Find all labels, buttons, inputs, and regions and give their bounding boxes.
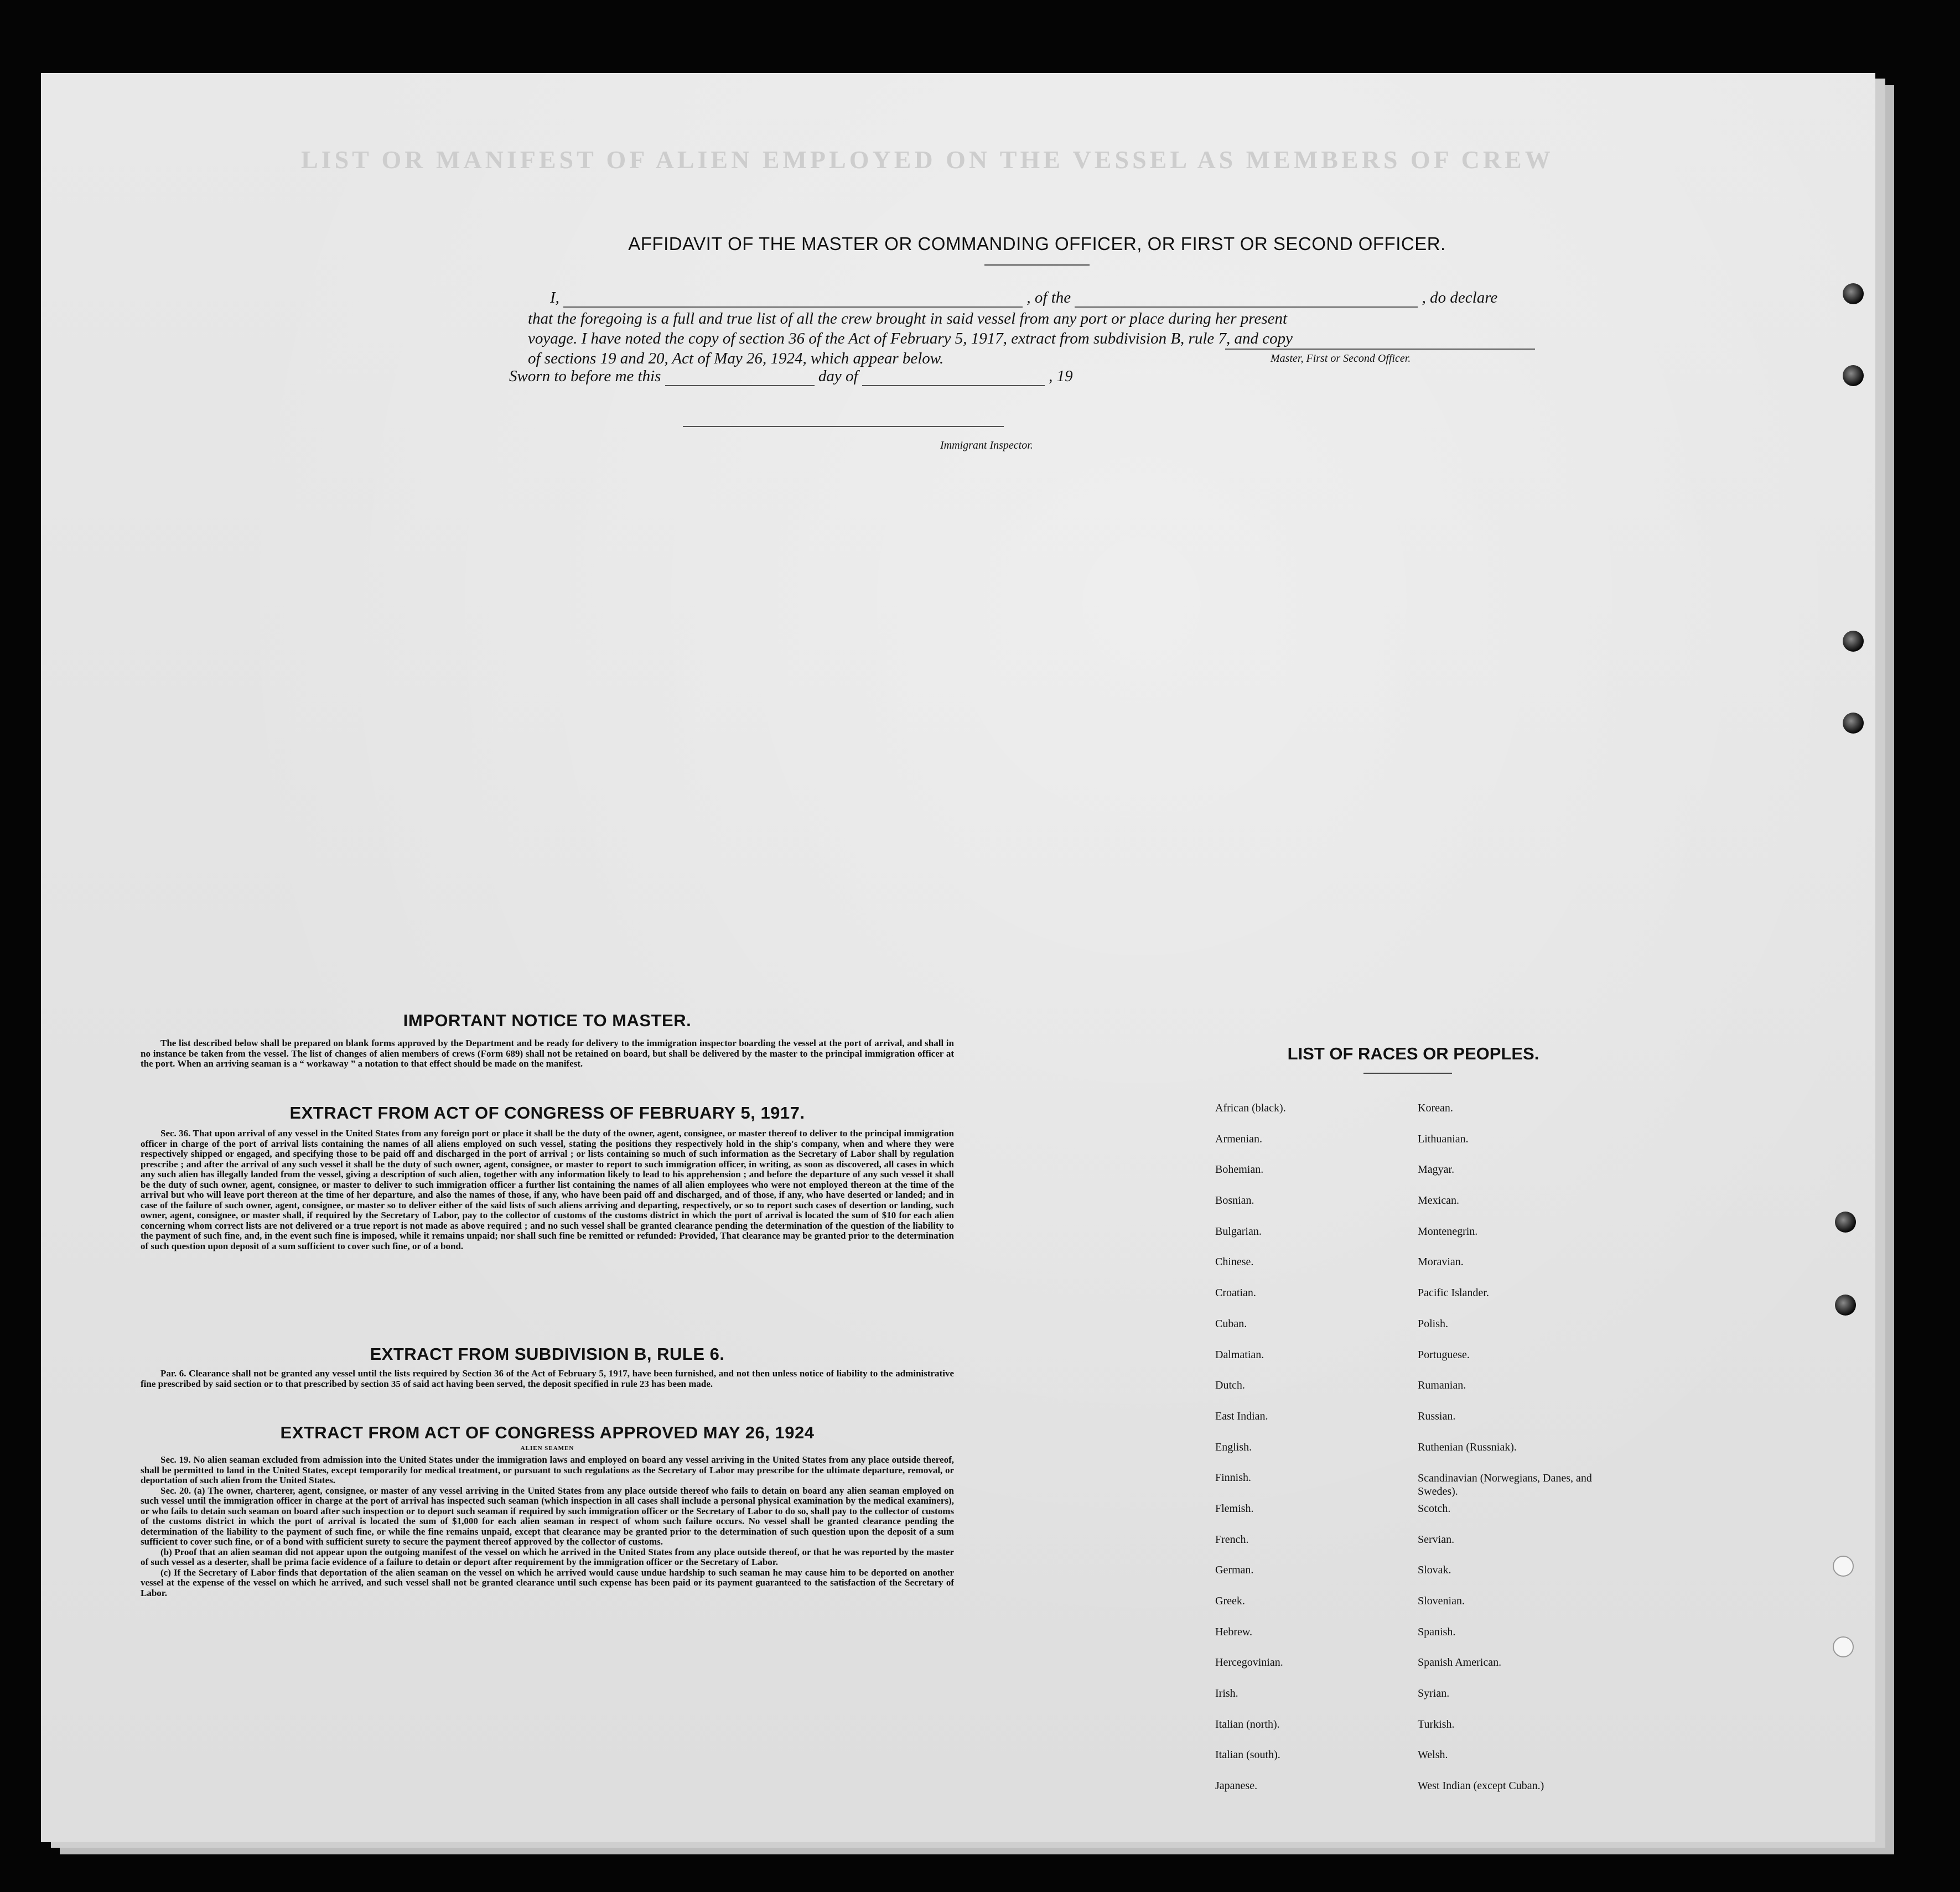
race-item: Spanish. (1418, 1625, 1456, 1638)
extract-1924-title: EXTRACT FROM ACT OF CONGRESS APPROVED MAY 26, 1924 (280, 1423, 815, 1442)
master-signature-line[interactable] (1225, 349, 1535, 350)
race-item: German. (1215, 1564, 1254, 1577)
race-item: Bosnian. (1215, 1194, 1254, 1207)
race-item: Slovak. (1418, 1564, 1451, 1577)
race-item: Spanish American. (1418, 1656, 1502, 1669)
punch-hole-icon (1843, 631, 1864, 652)
races-title-rule (1363, 1073, 1452, 1074)
race-item: Magyar. (1418, 1163, 1455, 1176)
races-list (1209, 1044, 1596, 1792)
of-the-label: , of the (1026, 289, 1071, 306)
vessel-name-field[interactable] (1075, 306, 1418, 308)
master-name-field[interactable] (563, 306, 1023, 308)
race-item: Rumanian. (1418, 1379, 1466, 1392)
race-item: Italian (north). (1215, 1718, 1280, 1730)
sec-20a-text: Sec. 20. (a) The owner, charterer, agent, consignee, or master of any vessel arriving in the United States from any place outside thereof who fails to detain on board any alien seaman employed on such vessel until the immigration officer in charge at the port of arrival has inspected such seaman (which inspection in all cases shall include a personal physical examination by the medical examiners), or who fails to detain such seaman on board after such inspection or to deport such seaman if required by such immigration officer or the Secretary of Labor to do so, shall pay to the collector of customs of the customs district in which the port of arrival is located the sum of $1,000 for each alien seaman in respect of whom such failure occurs. No vessel shall be granted clearance pending the determination of the liability to the payment of such fine, or while the fine remains unpaid, except that clearance may be granted prior to the determination of such question upon the deposit of a sum sufficient to cover such fine, or of a bond with sufficient surety to secure the payment thereof approved by the collector of customs. (141, 1485, 954, 1547)
race-item: Dalmatian. (1215, 1348, 1264, 1361)
races-right-column (1418, 1102, 1606, 1811)
bleed-through-title: LIST OR MANIFEST OF ALIEN EMPLOYED ON THE VESSEL AS MEMBERS OF CREW (301, 145, 1554, 174)
races-left-column (1215, 1102, 1286, 1811)
affidavit-body-2: voyage. I have noted the copy of section 36 of the Act of February 5, 1917, extract from subdivision B, rule 7, and copy (528, 330, 1293, 347)
race-item: Japanese. (1215, 1780, 1258, 1792)
extract-rule-6-text: Par. 6. Clearance shall not be granted any vessel until the lists required by Section 36 of the Act of February 5, 1917, have been furnished, and not then unless notice of liability to the administrative fine prescribed by said section or to that prescribed by section 35 of said act having been served, the deposit specified in rule 23 has been made. (141, 1368, 954, 1389)
day-of-label: day of (818, 367, 858, 385)
affidavit-body-3: of sections 19 and 20, Act of May 26, 1924, which appear below. (528, 350, 944, 367)
extract-rule-6 (141, 1344, 954, 1389)
race-item: Mexican. (1418, 1194, 1459, 1207)
notice-title: IMPORTANT NOTICE TO MASTER. (403, 1011, 692, 1030)
race-item: Syrian. (1418, 1687, 1450, 1700)
sworn-month-field[interactable] (862, 385, 1045, 386)
race-item: Portuguese. (1418, 1348, 1470, 1361)
race-item: Dutch. (1215, 1379, 1245, 1392)
race-item: Lithuanian. (1418, 1132, 1469, 1145)
race-item: Croatian. (1215, 1287, 1256, 1300)
i-label: I, (550, 289, 559, 306)
race-item: Polish. (1418, 1317, 1449, 1330)
race-item: Ruthenian (Russniak). (1418, 1441, 1517, 1453)
sec-19-text: Sec. 19. No alien seaman excluded from admission into the United States under the immigration laws and employed on board any vessel arriving in the United States from any place outside thereof, shall be permitted to land in the United States, except temporarily for medical treatment, or pursuant to such regulations as the Secretary of Labor may prescribe for the ultimate departure, removal, or deportation of such alien from the United States. (141, 1454, 954, 1485)
race-item: Moravian. (1418, 1256, 1464, 1269)
race-item: Hebrew. (1215, 1625, 1253, 1638)
punch-hole-icon (1843, 365, 1864, 386)
declaration-line (528, 288, 1546, 308)
races-title: LIST OF RACES OR PEOPLES. (1287, 1044, 1539, 1063)
race-item: Servian. (1418, 1533, 1455, 1546)
affidavit-body-1: that the foregoing is a full and true list of all the crew brought in said vessel from any port or place during her present (528, 310, 1288, 328)
extract-rule-6-title: EXTRACT FROM SUBDIVISION B, RULE 6. (370, 1344, 725, 1364)
race-item: Chinese. (1215, 1256, 1254, 1269)
race-item: Slovenian. (1418, 1595, 1465, 1607)
affidavit-title: AFFIDAVIT OF THE MASTER OR COMMANDING OFFICER, OR FIRST OR SECOND OFFICER. (628, 233, 1446, 254)
punch-hole-icon (1835, 1212, 1856, 1233)
race-item: Armenian. (1215, 1132, 1262, 1145)
race-item: Cuban. (1215, 1317, 1247, 1330)
punch-hole-icon (1843, 283, 1864, 304)
punch-hole-icon (1833, 1556, 1854, 1577)
extract-1924 (141, 1423, 954, 1598)
declare-label: , do declare (1422, 289, 1498, 306)
inspector-signature-line[interactable] (683, 426, 1004, 427)
race-item: Bohemian. (1215, 1163, 1264, 1176)
race-item: Turkish. (1418, 1718, 1455, 1730)
sec-20c-text: (c) If the Secretary of Labor finds that deportation of the alien seaman on the vessel on which he arrived would cause undue hardship to such seaman he may cause him to be deported on another vessel at the expense of the vessel on which he arrived, and such vessel shall not be granted clearance until such expense has been paid or its payment guaranteed to the satisfaction of the Secretary of Labor. (141, 1567, 954, 1598)
race-item: Montenegrin. (1418, 1225, 1478, 1238)
sec-20b-text: (b) Proof that an alien seaman did not appear upon the outgoing manifest of the vessel on which he arrived in the United States from any place outside thereof, or that he was reported by the master of such vessel as a deserter, shall be prima facie evidence of a failure to detain or deport after requirement by the immigration officer or the Secretary of Labor. (141, 1546, 954, 1567)
race-item: West Indian (except Cuban.) (1418, 1780, 1544, 1792)
punch-hole-icon (1843, 713, 1864, 734)
extract-1917-title: EXTRACT FROM ACT OF CONGRESS OF FEBRUARY 5, 1917. (289, 1103, 805, 1122)
race-item: Finnish. (1215, 1472, 1252, 1484)
race-item: Scandinavian (Norwegians, Danes, and Swedes). (1418, 1472, 1592, 1498)
sworn-line (509, 366, 1073, 386)
race-item: Welsh. (1418, 1749, 1448, 1761)
sworn-day-field[interactable] (665, 385, 815, 386)
inspector-caption: Immigrant Inspector. (940, 439, 1033, 451)
race-item: Scotch. (1418, 1502, 1451, 1515)
extract-1924-subtitle: ALIEN SEAMEN (520, 1445, 574, 1452)
race-item: Irish. (1215, 1687, 1238, 1700)
race-item: French. (1215, 1533, 1249, 1546)
race-item: Hercegovinian. (1215, 1656, 1283, 1669)
important-notice (141, 1011, 954, 1069)
punch-hole-icon (1835, 1295, 1856, 1316)
race-item: Korean. (1418, 1102, 1453, 1114)
race-item: East Indian. (1215, 1410, 1268, 1422)
punch-hole-icon (1833, 1636, 1854, 1657)
race-item: Russian. (1418, 1410, 1456, 1422)
race-item: Italian (south). (1215, 1749, 1280, 1761)
notice-text: The list described below shall be prepared on blank forms approved by the Department and be ready for delivery to the immigration inspector boarding the vessel at the port of arrival, and shall in no instance be taken from the vessel. The list of changes of alien members of crews (Form 689) shall not be retained on board, but shall be delivered by the master to the principal immigration officer at the port. When an arriving seaman is a “ workaway ” a notation to that effect should be made on the manifest. (141, 1038, 954, 1069)
race-item: Greek. (1215, 1595, 1245, 1607)
year-label: , 19 (1049, 367, 1073, 385)
document-page (41, 73, 1875, 1842)
extract-1917-text: Sec. 36. That upon arrival of any vessel in the United States from any foreign port or place it shall be the duty of the owner, agent, consignee, or master thereof to deliver to the principal immigration officer in charge of the port of arrival lists containing the names of all aliens employed on such vessel, stating the positions they respectively hold in the ship's company, when and where they were respectively shipped or engaged, and specifying those to be paid off and discharged in the port of arrival ; or lists containing so much of such information as the Secretary of Labor shall by regulation prescribe ; and after the arrival of any such vessel it shall be the duty of such owner, agent, consignee, or master to report to such immigration officer, in writing, as soon as discovered, all cases in which any such alien has illegally landed from the vessel, giving a description of such alien, together with any information likely to lead to his apprehension ; and before the departure of any such vessel it shall be the duty of such owner, agent, consignee, or master to deliver to such immigration officer a further list containing the names of all alien employees who were not employed thereon at the time of the arrival but who will leave port thereon at the time of her departure, and also the names of those, if any, who have been paid off and discharged, and of those, if any, who have deserted or landed; and in case of the failure of such owner, agent, consignee, or master so to deliver either of the said lists of such aliens arriving and departing, respectively, or so to report such cases of desertion or landing, such owner, agent, consignee, or master shall, if required by the Secretary of Labor, pay to the collector of customs of the customs district in which the port of arrival is located the sum of $10 for each alien concerning whom correct lists are not delivered or a true report is not made as above required ; and no such vessel shall be granted clearance pending the determination of the question of the liability to the payment of such fine, and, in the event such fine is imposed, while it remains unpaid; nor shall such fine be remitted or refunded: Provided, That clearance may be granted prior to the determination of such question upon deposit of a sum sufficient to cover such fine, or of a bond. (141, 1128, 954, 1251)
sworn-label: Sworn to before me this (509, 367, 661, 385)
race-item: African (black). (1215, 1102, 1286, 1114)
master-caption: Master, First or Second Officer. (1271, 352, 1411, 365)
extract-1917 (141, 1103, 954, 1251)
title-rule (984, 264, 1090, 266)
race-item: English. (1215, 1441, 1252, 1453)
race-item: Bulgarian. (1215, 1225, 1262, 1238)
race-item: Pacific Islander. (1418, 1287, 1489, 1300)
race-item: Flemish. (1215, 1502, 1254, 1515)
